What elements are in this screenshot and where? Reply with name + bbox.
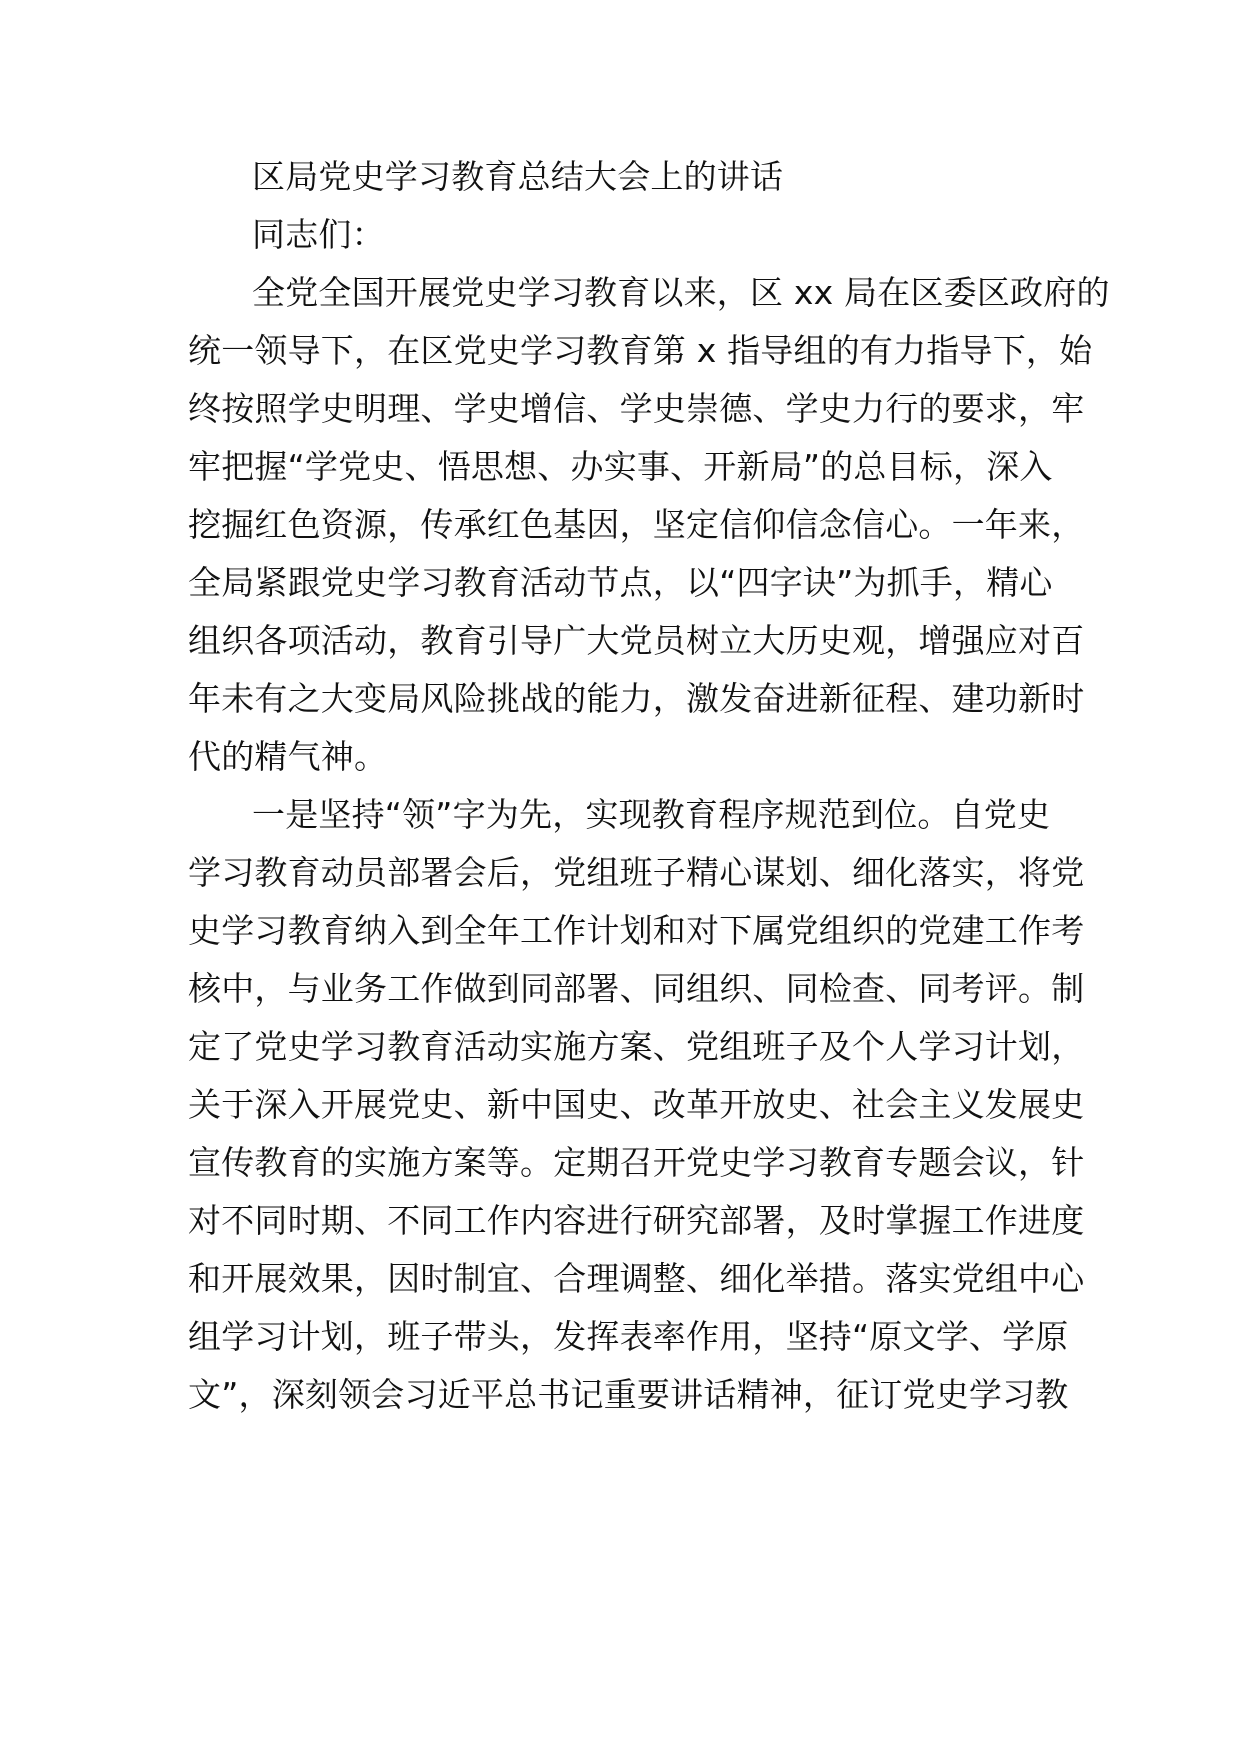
document-title: 区局党史学习教育总结大会上的讲话 bbox=[252, 157, 784, 196]
paragraph-line: 全局紧跟党史学习教育活动节点，以“四字诀”为抓手，精心 bbox=[188, 563, 1053, 602]
paragraph-line: 和开展效果，因时制宜、合理调整、细化举措。落实党组中心 bbox=[188, 1259, 1085, 1298]
paragraph-line: 牢把握“学党史、悟思想、办实事、开新局”的总目标，深入 bbox=[188, 447, 1053, 486]
paragraph-line: 宣传教育的实施方案等。定期召开党史学习教育专题会议，针 bbox=[188, 1143, 1085, 1182]
paragraph-line: 学习教育动员部署会后，党组班子精心谋划、细化落实，将党 bbox=[188, 853, 1085, 892]
paragraph-line: 组学习计划，班子带头，发挥表率作用，坚持“原文学、学原 bbox=[188, 1317, 1069, 1356]
paragraph-line: 代的精气神。 bbox=[188, 737, 388, 776]
paragraph-line: 关于深入开展党史、新中国史、改革开放史、社会主义发展史 bbox=[188, 1085, 1085, 1124]
paragraph-line: 统一领导下，在区党史学习教育第 x 指导组的有力指导下，始 bbox=[188, 331, 1093, 370]
paragraph-line: 对不同时期、不同工作内容进行研究部署，及时掌握工作进度 bbox=[188, 1201, 1085, 1240]
paragraph-line: 文”，深刻领会习近平总书记重要讲话精神，征订党史学习教 bbox=[188, 1375, 1069, 1414]
paragraph-line: 挖掘红色资源，传承红色基因，坚定信仰信念信心。一年来， bbox=[188, 505, 1085, 544]
paragraph-line: 终按照学史明理、学史增信、学史崇德、学史力行的要求，牢 bbox=[188, 389, 1085, 428]
paragraph-line: 定了党史学习教育活动实施方案、党组班子及个人学习计划， bbox=[188, 1027, 1085, 1066]
paragraph-line: 年未有之大变局风险挑战的能力，激发奋进新征程、建功新时 bbox=[188, 679, 1085, 718]
paragraph-line: 核中，与业务工作做到同部署、同组织、同检查、同考评。制 bbox=[188, 969, 1085, 1008]
paragraph-line: 史学习教育纳入到全年工作计划和对下属党组织的党建工作考 bbox=[188, 911, 1085, 950]
paragraph-line: 全党全国开展党史学习教育以来，区 xx 局在区委区政府的 bbox=[252, 273, 1110, 312]
paragraph-line: 组织各项活动，教育引导广大党员树立大历史观，增强应对百 bbox=[188, 621, 1085, 660]
salutation: 同志们： bbox=[252, 215, 385, 254]
paragraph-line: 一是坚持“领”字为先，实现教育程序规范到位。自党史 bbox=[252, 795, 1051, 834]
